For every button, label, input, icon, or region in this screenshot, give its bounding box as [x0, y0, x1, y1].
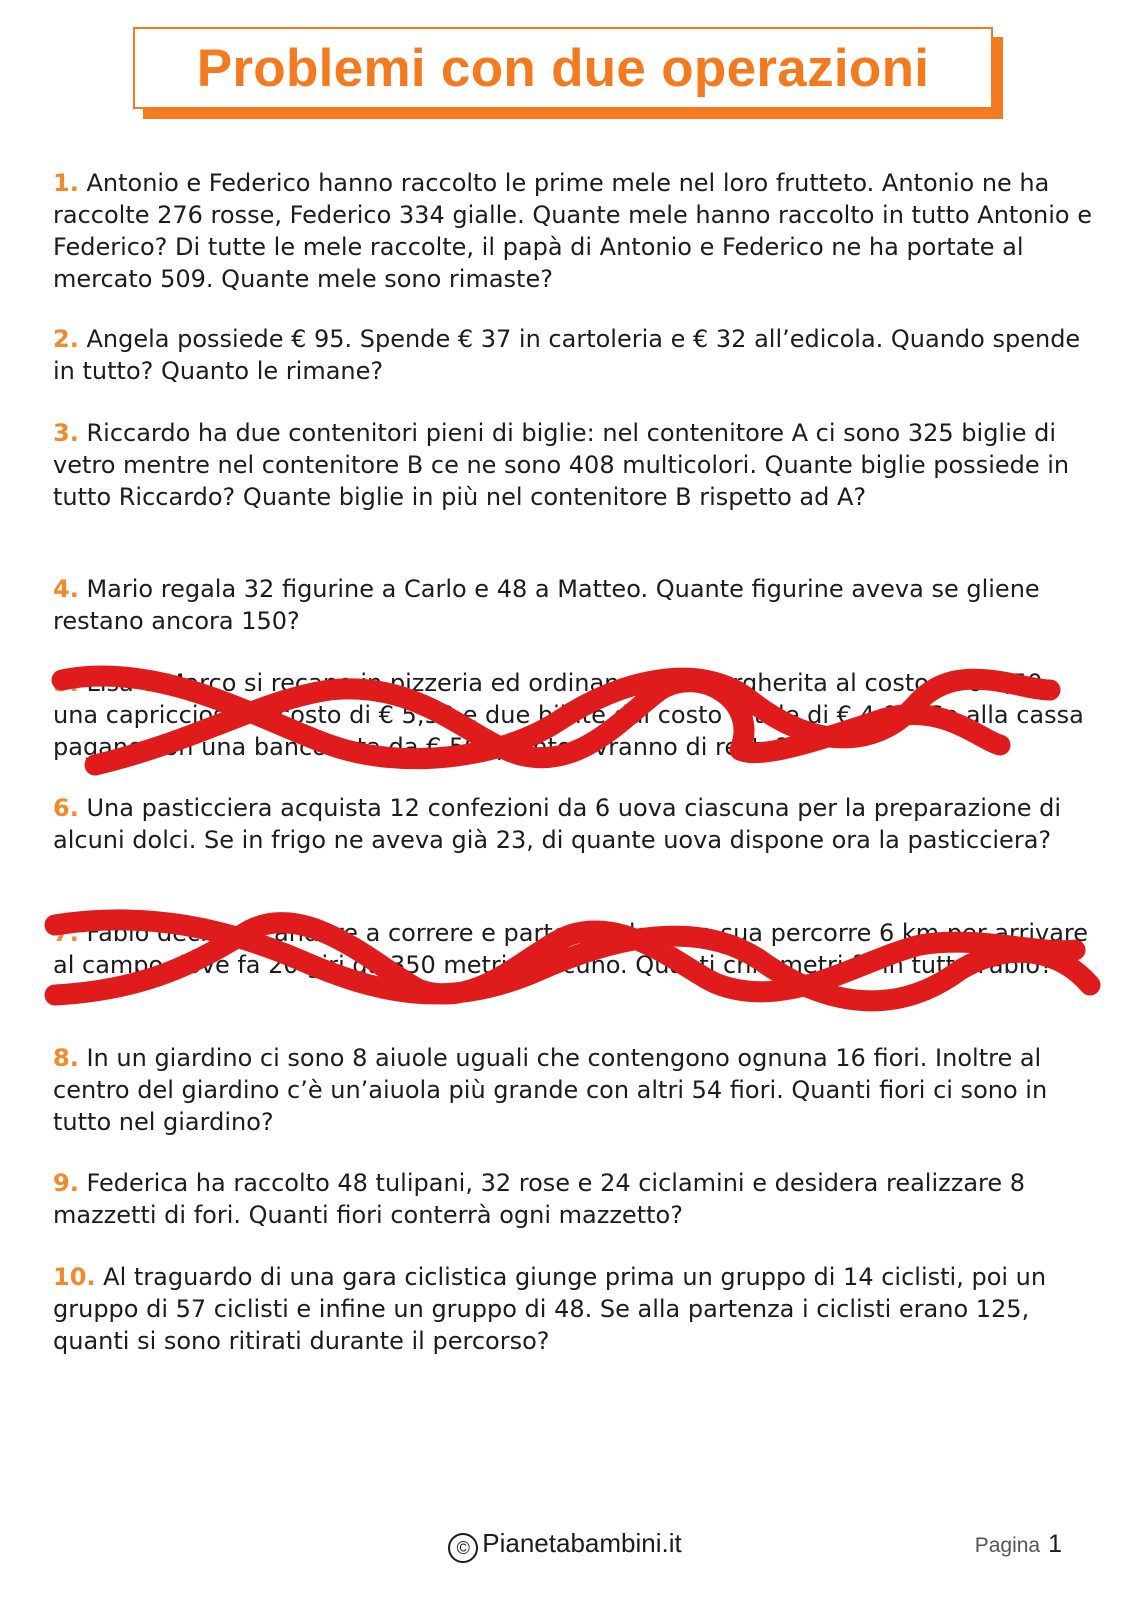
- problem-text: Riccardo ha due contenitori pieni di biglie: nel contenitore A ci sono 325 biglie di vetro mentre nel contenitore B ce ne sono 408 multicolori. Quante biglie possiede in tutto Riccardo? Quante biglie in più nel contenitore B rispetto ad A?: [53, 419, 1070, 511]
- problem-8: [53, 1042, 1093, 1138]
- problem-2: [53, 323, 1093, 387]
- problem-text: Mario regala 32 figurine a Carlo e 48 a Matteo. Quante figurine aveva se gliene restano ancora 150?: [53, 575, 1040, 635]
- title-banner: [133, 27, 993, 109]
- problem-9: [53, 1167, 1093, 1231]
- problem-10: [53, 1261, 1093, 1357]
- problem-text: In un giardino ci sono 8 aiuole uguali che contengono ognuna 16 fiori. Inoltre al centro del giardino c’è un’aiuola più grande con altri 54 fiori. Quanti fiori ci sono in tutto nel giardino?: [53, 1044, 1048, 1136]
- problem-text: Al traguardo di una gara ciclistica giunge prima un gruppo di 14 ciclisti, poi un gruppo di 57 ciclisti e infine un gruppo di 48. Se alla partenza i ciclisti erano 125, quanti si sono ritirati durante il percorso?: [53, 1263, 1047, 1355]
- footer-brand: [0, 1528, 1130, 1563]
- title-box: [133, 27, 993, 109]
- problem-number: 8.: [53, 1044, 79, 1072]
- problem-text: Federica ha raccolto 48 tulipani, 32 rose e 24 ciclamini e desidera realizzare 8 mazzetti di fori. Quanti fiori conterrà ogni mazzetto?: [53, 1169, 1026, 1229]
- problem-number: 7.: [53, 919, 79, 947]
- page-number: 1: [1048, 1530, 1062, 1558]
- problem-text: Fabio decide di andare a correre e partendo da casa sua percorre 6 km per arrivare al campo dove fa 20 giri da 350 metri ciascuno. Quanti chilometri fa in tutto Fabio?: [53, 919, 1089, 979]
- problem-7: [53, 917, 1093, 981]
- problem-3: [53, 417, 1093, 513]
- problem-number: 5.: [53, 669, 79, 697]
- problem-6: [53, 792, 1093, 856]
- problem-text: Una pasticciera acquista 12 confezioni da 6 uova ciascuna per la preparazione di alcuni dolci. Se in frigo ne aveva già 23, di quante uova dispone ora la pasticciera?: [53, 794, 1062, 854]
- problem-text: Antonio e Federico hanno raccolto le prime mele nel loro frutteto. Antonio ne ha raccolte 276 rosse, Federico 334 gialle. Quante mele hanno raccolto in tutto Antonio e Federico? Di tutte le mele raccolte, il papà di Antonio e Federico ne ha portate al mercato 509. Quante mele sono rimaste?: [53, 169, 1092, 293]
- problem-number: 1.: [53, 169, 79, 197]
- problem-number: 6.: [53, 794, 79, 822]
- page-indicator: [975, 1530, 1062, 1559]
- problem-text: Lisa e Marco si recano in pizzeria ed ordinano una margherita al costo di € 4,50, una capricciosa al costo di € 5,50 e due bibite dal costo totale di € 4,00. Se alla cassa pagano con una banconota da € 50 quanto avranno di resto?: [53, 669, 1084, 761]
- problem-text: Angela possiede € 95. Spende € 37 in cartoleria e € 32 all’edicola. Quando spende in tutto? Quanto le rimane?: [53, 325, 1081, 385]
- problem-number: 3.: [53, 419, 79, 447]
- problem-number: 2.: [53, 325, 79, 353]
- problem-number: 4.: [53, 575, 79, 603]
- page-title: Problemi con due operazioni: [196, 38, 930, 98]
- brand-name: Pianetabambini.it: [482, 1528, 682, 1558]
- problem-1: [53, 167, 1093, 295]
- problem-5: [53, 667, 1093, 763]
- problem-number: 9.: [53, 1169, 79, 1197]
- problem-number: 10.: [53, 1263, 96, 1291]
- problem-4: [53, 573, 1093, 637]
- copyright-icon: ©: [448, 1533, 478, 1563]
- page-label: Pagina: [974, 1534, 1041, 1557]
